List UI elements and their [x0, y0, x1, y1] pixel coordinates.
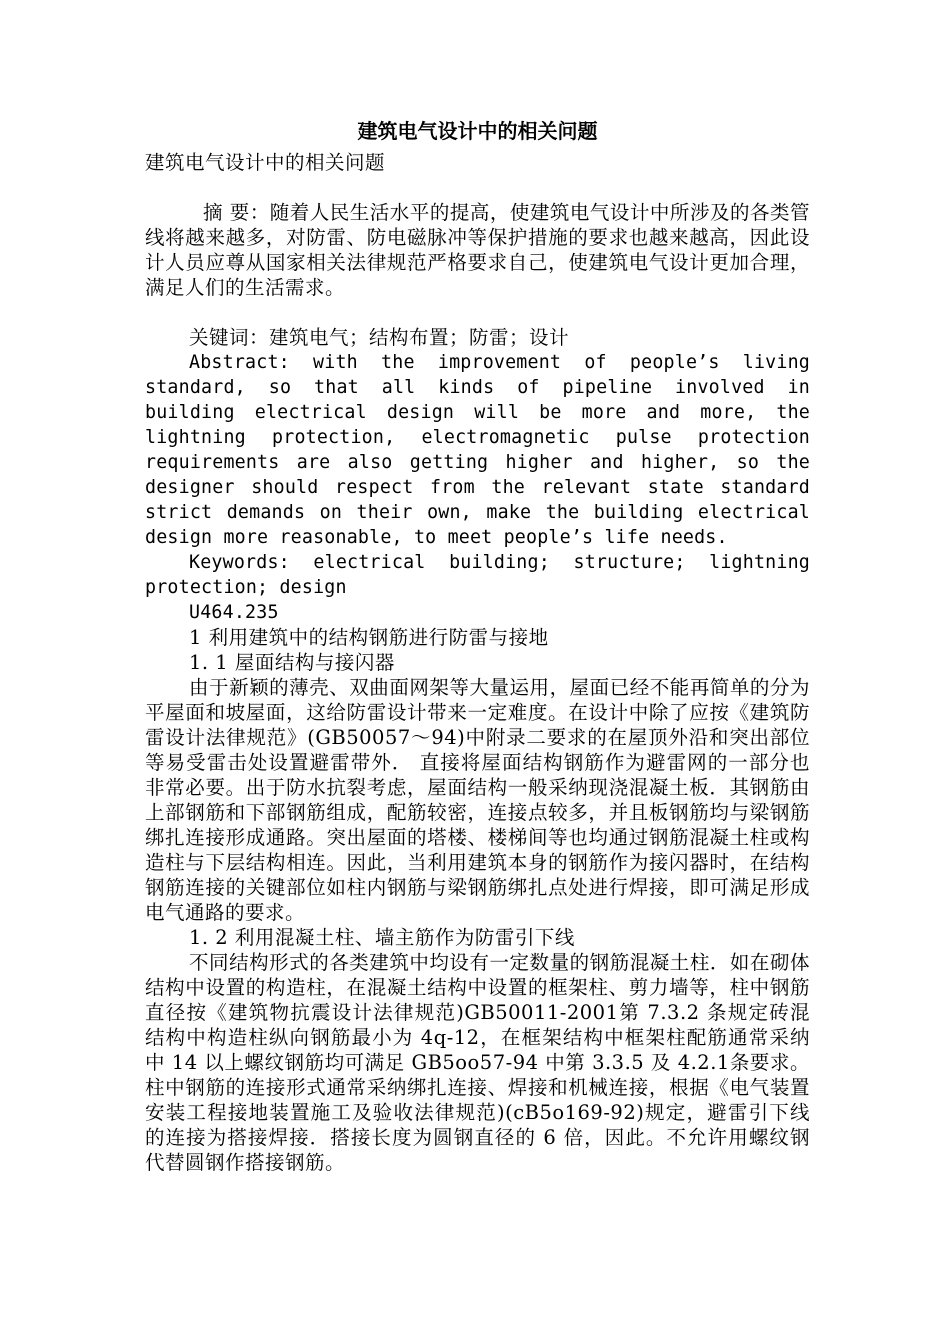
keywords-english: Keywords: electrical building; structure; lightning protection; design	[145, 552, 810, 598]
keywords-chinese: 关键词：建筑电气；结构布置；防雷；设计	[189, 326, 570, 349]
classification-number: U464.235	[189, 602, 279, 623]
abstract-english: Abstract: with the improvement of people’s living standard, so that all kinds of pipeline involved in building electrical design will be more and more, the lightning protection, electromagnetic pulse protection requirements are also getting higher and higher, so the designer should respect from the relevant state standard strict demands on their own, make the building electrical design more reasonable, to meet people’s life needs.	[145, 352, 810, 548]
section-1-heading: 1 利用建筑中的结构钢筋进行防雷与接地	[189, 626, 549, 649]
spacer	[145, 175, 810, 200]
section-1-1-body: 由于新颖的薄壳、双曲面网架等大量运用，屋面已经不能再简单的分为平屋面和坡屋面，这给防雷设计带来一定难度。在设计中除了应按《建筑防雷设计法律规范》(GB50057～94)中附录二要求的在屋顶外沿和突出部位等易受雷击处设置避雷带外． 直接将屋面结构钢筋作为避雷网的一部分也非常必要。出于防水抗裂考虑，屋面结构一般采纳现浇混凝土板．其钢筋由上部钢筋和下部钢筋组成，配筋较密，连接点较多，并且板钢筋均与梁钢筋绑扎连接形成通路。突出屋面的塔楼、楼梯间等也均通过钢筋混凝土柱或构造柱与下层结构相连。因此，当利用建筑本身的钢筋作为接闪器时，在结构钢筋连接的关键部位如柱内钢筋与梁钢筋绑扎点处进行焊接，即可满足形成电气通路的要求。	[145, 676, 810, 924]
section-1-1-heading: 1. 1 屋面结构与接闪器	[189, 651, 395, 674]
section-1-2-heading: 1. 2 利用混凝土柱、墙主筋作为防雷引下线	[189, 926, 575, 949]
abstract-chinese: 摘 要：随着人民生活水平的提高，使建筑电气设计中所涉及的各类管线将越来越多，对防雷、防电磁脉冲等保护措施的要求也越来越高，因此设计人员应尊从国家相关法律规范严格要求自己，使建筑电气设计更加合理，满足人们的生活需求。	[145, 201, 810, 299]
spacer	[145, 300, 810, 325]
section-1-2-body: 不同结构形式的各类建筑中均设有一定数量的钢筋混凝土柱．如在砌体结构中设置的构造柱，在混凝土结构中设置的框架柱、剪力墙等，柱中钢筋直径按《建筑物抗震设计法律规范)GB50011-2001第 7.3.2 条规定砖混结构中构造柱纵向钢筋最小为 4q-12，在框架结构中框架柱配筋通常采纳中 14 以上螺纹钢筋均可满足 GB5oo57-94 中第 3.3.5 及 4.2.1条要求。柱中钢筋的连接形式通常采纳绑扎连接、焊接和机械连接，根据《电气装置安装工程接地装置施工及验收法律规范)(cB5o169-92)规定，避雷引下线的连接为搭接焊接．搭接长度为圆钢直径的 6 倍，因此。不允许用螺纹钢代替圆钢作搭接钢筋。	[145, 951, 810, 1174]
document-page	[145, 118, 810, 1175]
document-subtitle: 建筑电气设计中的相关问题	[145, 151, 386, 174]
document-title: 建筑电气设计中的相关问题	[357, 119, 598, 143]
